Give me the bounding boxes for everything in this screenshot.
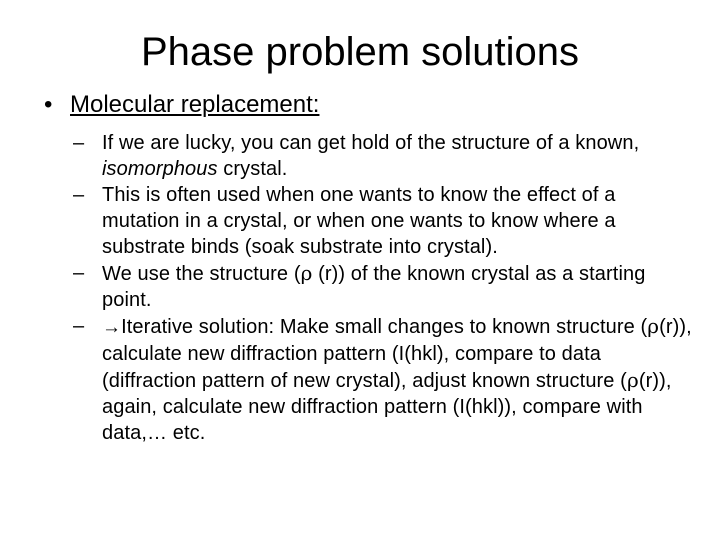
text-part: Iterative solution: Make small changes to known structure ( xyxy=(121,316,648,338)
sub-bullet-text xyxy=(102,130,693,182)
sub-bullet-iterative xyxy=(73,313,693,446)
sub-bullet-starting-point xyxy=(73,260,693,313)
text-part: We use the structure ( xyxy=(102,263,301,285)
sub-bullet-text xyxy=(102,313,693,446)
dash-marker: – xyxy=(73,262,85,284)
bullet-molecular-replacement xyxy=(44,90,319,120)
italic-text: isomorphous xyxy=(102,158,218,180)
dash-marker: – xyxy=(73,184,85,206)
text-part: If we are lucky, you can get hold of the structure of a known, xyxy=(102,132,640,154)
sub-bullet-text: This is often used when one wants to know the effect of a mutation in a crystal, or when one wants to know where a substrate binds (soak substrate into crystal). xyxy=(102,184,616,258)
bullet-heading-text: Molecular replacement: xyxy=(70,91,320,118)
dash-marker: – xyxy=(73,132,85,154)
sub-bullet-text xyxy=(102,260,693,313)
rho-symbol: ρ xyxy=(300,261,313,285)
text-part: crystal. xyxy=(217,158,288,180)
dash-marker: – xyxy=(73,315,85,337)
bullet-marker: • xyxy=(44,91,53,118)
sub-bullet-list xyxy=(73,130,693,446)
text-part: (r)), again, calculate new diffraction pattern (I(hkl)), compare with data,… etc. xyxy=(102,370,672,444)
rho-symbol: ρ xyxy=(647,314,660,338)
sub-bullet-mutation xyxy=(73,182,693,260)
text-part: (r)) of the known crystal as a starting point. xyxy=(102,263,646,311)
text-part: (r)), calculate new diffraction pattern (I(hkl), compare to data (diffraction pattern of new crystal), adjust known structure ( xyxy=(102,316,692,392)
rho-symbol: ρ xyxy=(626,368,639,392)
sub-bullet-lucky xyxy=(73,130,693,182)
slide-title: Phase problem solutions xyxy=(140,30,580,74)
right-arrow-icon: → xyxy=(102,317,122,338)
